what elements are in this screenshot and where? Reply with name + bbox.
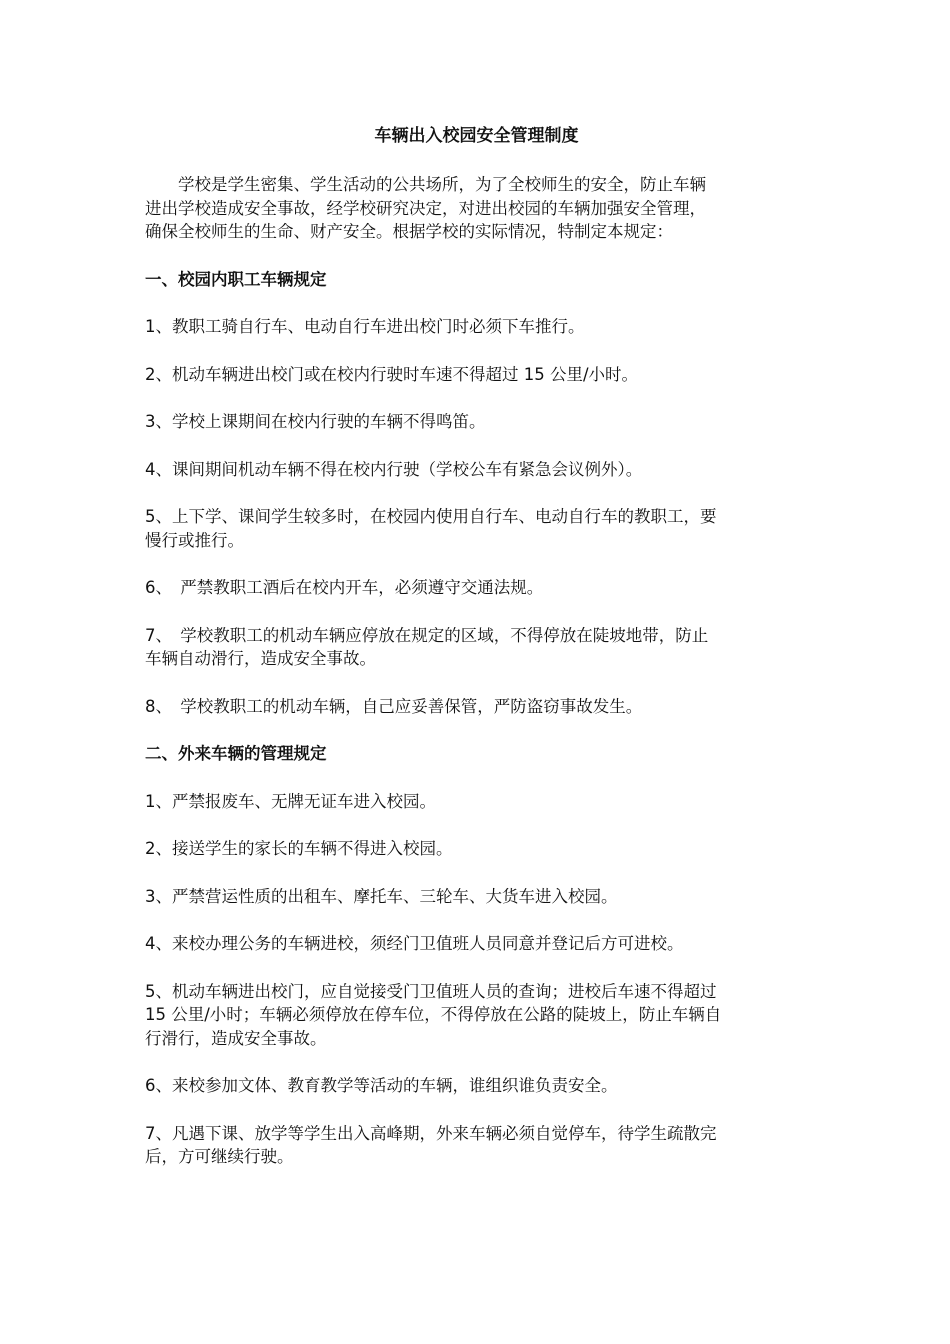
section-2-item-line: 3、严禁营运性质的出租车、摩托车、三轮车、大货车进入校园。 xyxy=(145,886,618,906)
section-2-heading: 二、外来车辆的管理规定 xyxy=(145,744,327,763)
section-1-item-2 xyxy=(145,363,808,387)
section-2-item-4 xyxy=(145,932,808,956)
section-1-item-line: 1、教职工骑自行车、电动自行车进出校门时必须下车推行。 xyxy=(145,317,585,336)
section-1-item-7 xyxy=(145,624,808,671)
intro-line: 确保全校师生的生命、财产安全。根据学校的实际情况，特制定本规定： xyxy=(145,222,673,241)
intro-paragraph xyxy=(145,173,808,244)
section-1-item-1 xyxy=(145,315,808,339)
section-2-item-line: 15 公里/小时；车辆必须停放在停车位，不得停放在公路的陡坡上，防止车辆自 xyxy=(145,1005,722,1024)
section-2-item-line: 行滑行，造成安全事故。 xyxy=(145,1028,327,1048)
section-1-item-line: 车辆自动滑行，造成安全事故。 xyxy=(145,649,376,668)
intro-line: 进出学校造成安全事故，经学校研究决定，对进出校园的车辆加强安全管理， xyxy=(145,198,706,218)
section-2-item-line: 4、来校办理公务的车辆进校，须经门卫值班人员同意并登记后方可进校。 xyxy=(145,934,684,953)
section-2-item-5 xyxy=(145,980,808,1051)
section-1-item-8 xyxy=(145,695,808,719)
section-1-item-line: 6、 严禁教职工酒后在校内开车，必须遵守交通法规。 xyxy=(145,578,544,597)
section-1-item-line: 5、上下学、课间学生较多时，在校园内使用自行车、电动自行车的教职工，要 xyxy=(145,507,717,526)
section-1-item-line: 慢行或推行。 xyxy=(145,530,244,550)
section-1-item-line: 4、课间期间机动车辆不得在校内行驶（学校公车有紧急会议例外）。 xyxy=(145,459,643,479)
section-1-list xyxy=(145,315,808,718)
section-2-list xyxy=(145,790,808,1169)
section-2-item-1 xyxy=(145,790,808,814)
section-2-item-2 xyxy=(145,837,808,861)
section-2-item-6 xyxy=(145,1074,808,1098)
document-title: 车辆出入校园安全管理制度 xyxy=(374,126,579,146)
document-page xyxy=(145,124,808,1193)
section-2-item-line: 后，方可继续行驶。 xyxy=(145,1147,294,1166)
section-2-item-line: 5、机动车辆进出校门，应自觉接受门卫值班人员的查询；进校后车速不得超过 xyxy=(145,981,717,1001)
section-2-item-line: 6、来校参加文体、教育教学等活动的车辆，谁组织谁负责安全。 xyxy=(145,1076,618,1095)
section-2-item-line: 7、凡遇下课、放学等学生出入高峰期，外来车辆必须自觉停车，待学生疏散完 xyxy=(145,1123,717,1143)
intro-line: 学校是学生密集、学生活动的公共场所，为了全校师生的安全，防止车辆 xyxy=(145,175,706,194)
section-2-item-3 xyxy=(145,885,808,909)
section-2-item-line: 2、接送学生的家长的车辆不得进入校园。 xyxy=(145,839,453,858)
section-1-item-4 xyxy=(145,458,808,482)
section-2-item-7 xyxy=(145,1122,808,1169)
section-1-heading: 一、校园内职工车辆规定 xyxy=(145,269,327,289)
section-2-item-line: 1、严禁报废车、无牌无证车进入校园。 xyxy=(145,791,436,811)
section-1-item-line: 2、机动车辆进出校门或在校内行驶时车速不得超过 15 公里/小时。 xyxy=(145,364,639,384)
section-1-item-line: 7、 学校教职工的机动车辆应停放在规定的区域，不得停放在陡坡地带，防止 xyxy=(145,625,709,645)
section-1-item-line: 3、学校上课期间在校内行驶的车辆不得鸣笛。 xyxy=(145,412,486,431)
section-1-item-5 xyxy=(145,505,808,552)
section-1-item-line: 8、 学校教职工的机动车辆，自己应妥善保管，严防盗窃事故发生。 xyxy=(145,696,643,716)
section-1-item-3 xyxy=(145,410,808,434)
section-1-item-6 xyxy=(145,576,808,600)
